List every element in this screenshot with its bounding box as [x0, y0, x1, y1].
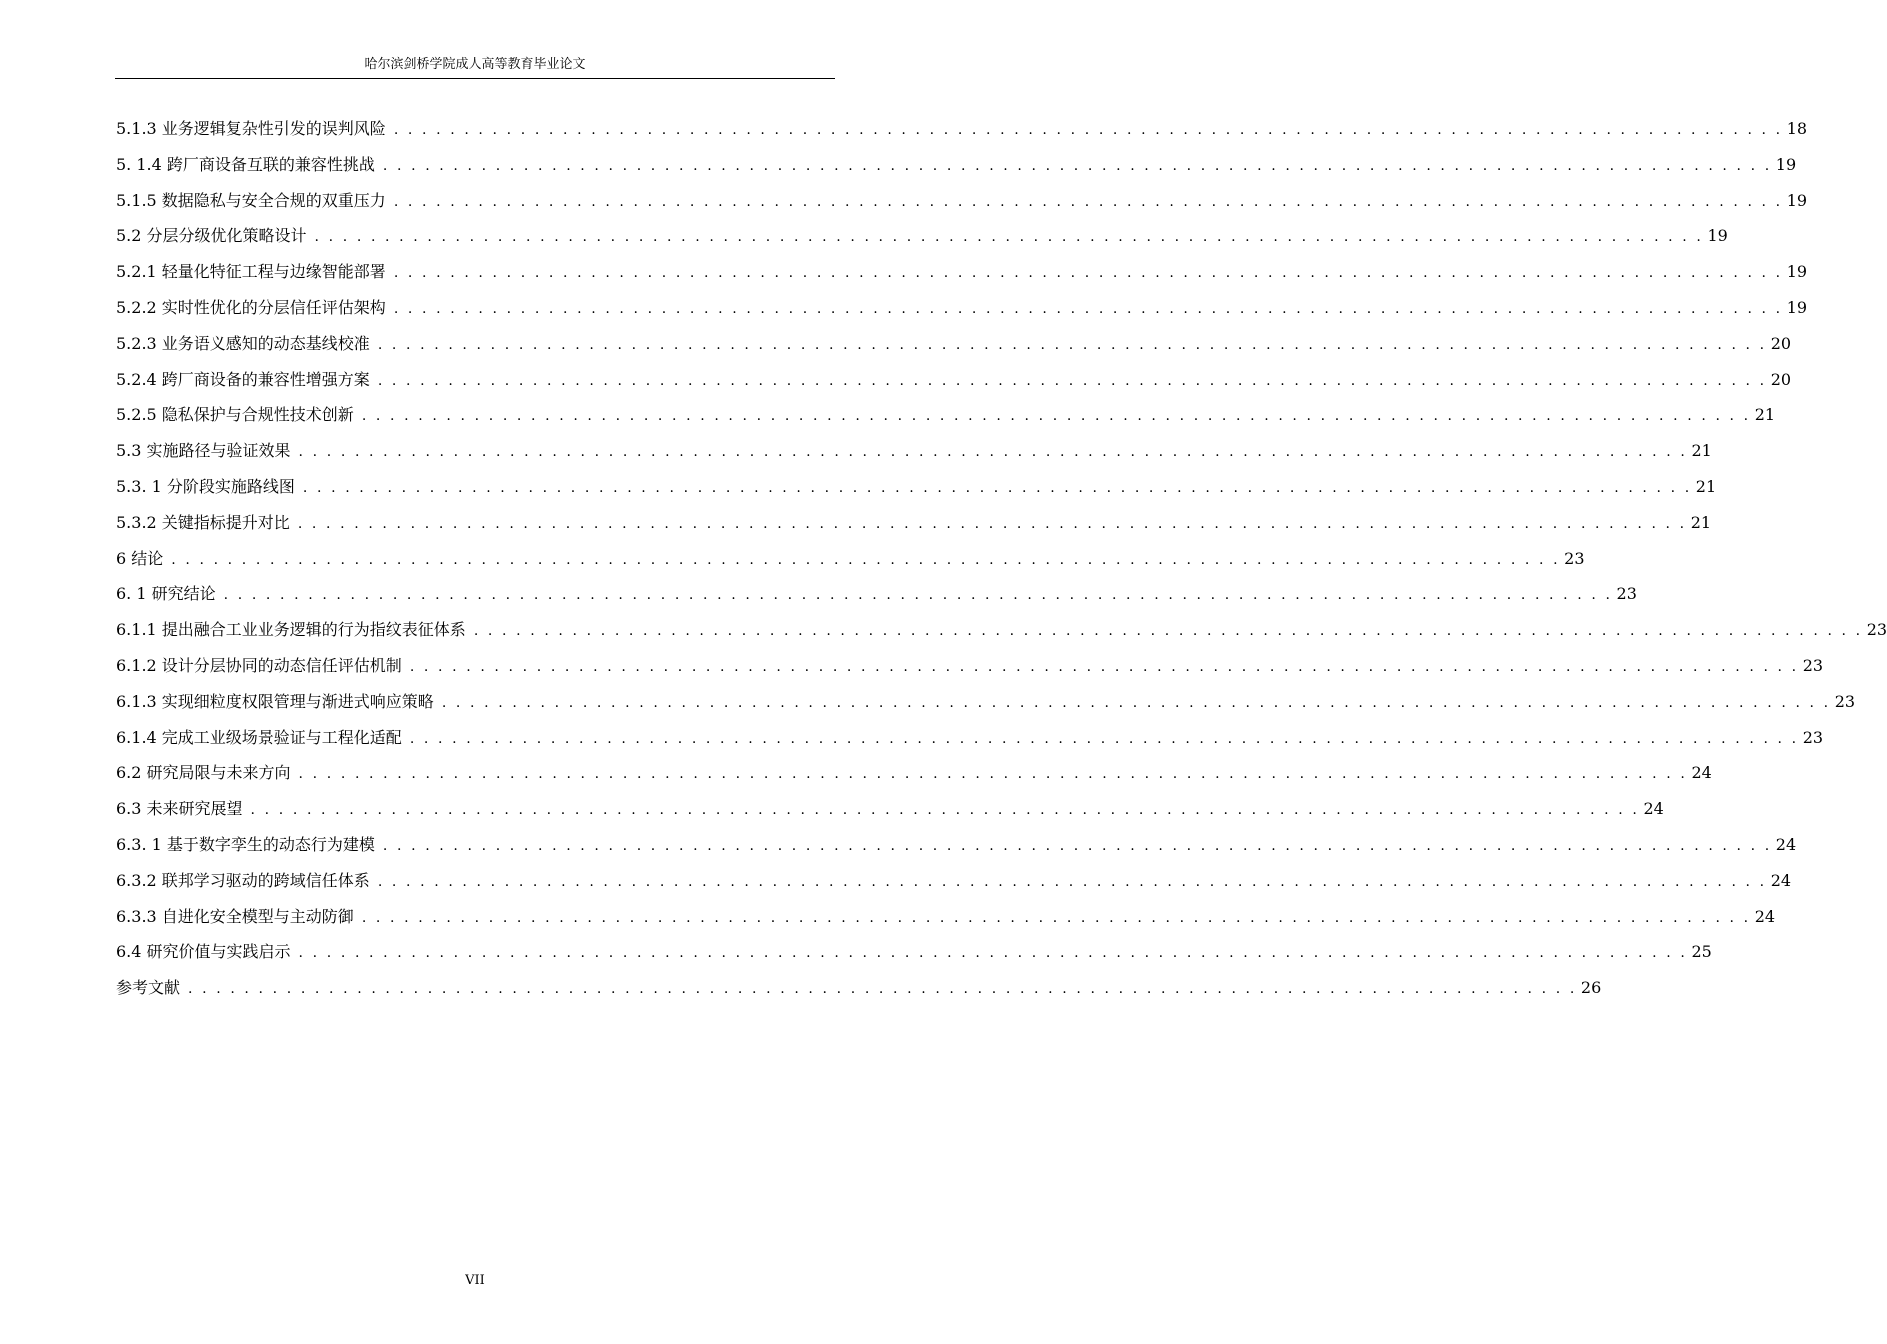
toc-entry-title: 5.2.5 隐私保护与合规性技术创新: [116, 405, 354, 425]
toc-entry[interactable]: [116, 111, 1808, 147]
toc-entry-page: 24: [1775, 834, 1797, 854]
toc-entry-page: 24: [1770, 870, 1792, 890]
toc-entry-title: 5.3. 1 分阶段实施路线图: [116, 476, 295, 496]
toc-entry-title: 5.1.5 数据隐私与安全合规的双重压力: [116, 190, 386, 210]
toc-entry[interactable]: [116, 576, 1637, 612]
toc-entry[interactable]: [116, 970, 1602, 1006]
toc-entry-page: 19: [1775, 154, 1797, 174]
toc-dot-leader: . . . . . . . . . . . . . . . . . . . . . . . . . . . . . . . . . . . . . . . . . . . . . . . . . . . . . . . . . . . . . . . . . . . . . . . . . . . . . . . . . . . . . . . . . . . . . . . . . . .: [377, 336, 1767, 353]
toc-entry-title: 5.2.2 实时性优化的分层信任评估架构: [116, 297, 386, 317]
toc-dot-leader: . . . . . . . . . . . . . . . . . . . . . . . . . . . . . . . . . . . . . . . . . . . . . . . . . . . . . . . . . . . . . . . . . . . . . . . . . . . . . . . . . . . . . . . . . . . . . . . . . . .: [223, 587, 1613, 604]
toc-entry-title: 5.2.4 跨厂商设备的兼容性增强方案: [116, 369, 370, 389]
toc-entry-page: 20: [1770, 369, 1792, 389]
toc-entry[interactable]: [116, 648, 1824, 684]
toc-entry-page: 18: [1786, 119, 1808, 138]
toc-entry-page: 23: [1834, 691, 1856, 711]
toc-entry-title: 6.3. 1 基于数字孪生的动态行为建模: [116, 834, 375, 854]
toc-entry[interactable]: [116, 218, 1728, 254]
toc-entry[interactable]: [116, 254, 1808, 290]
toc-entry-page: 19: [1786, 190, 1808, 210]
toc-dot-leader: . . . . . . . . . . . . . . . . . . . . . . . . . . . . . . . . . . . . . . . . . . . . . . . . . . . . . . . . . . . . . . . . . . . . . . . . . . . . . . . . . . . . . . . . . . . . . . . . . . .: [297, 515, 1687, 532]
toc-entry[interactable]: [116, 397, 1776, 433]
toc-entry-page: 19: [1786, 262, 1808, 282]
toc-entry[interactable]: [116, 684, 1856, 720]
toc-entry-title: 5.3.2 关键指标提升对比: [116, 512, 290, 532]
toc-entry[interactable]: [116, 827, 1797, 863]
toc-dot-leader: . . . . . . . . . . . . . . . . . . . . . . . . . . . . . . . . . . . . . . . . . . . . . . . . . . . . . . . . . . . . . . . . . . . . . . . . . . . . . . . . . . . . . . . . . . . . . . . . . . .: [393, 193, 1783, 210]
toc-entry[interactable]: [116, 899, 1776, 935]
toc-entry-page: 23: [1866, 620, 1887, 640]
toc-entry[interactable]: [116, 755, 1712, 791]
toc-entry-page: 23: [1564, 548, 1585, 568]
toc-entry[interactable]: [116, 612, 1887, 648]
toc-dot-leader: . . . . . . . . . . . . . . . . . . . . . . . . . . . . . . . . . . . . . . . . . . . . . . . . . . . . . . . . . . . . . . . . . . . . . . . . . . . . . . . . . . . . . . . . . . . . . . . . . . .: [409, 730, 1799, 747]
toc-entry[interactable]: [116, 505, 1712, 541]
toc-entry-page: 21: [1691, 441, 1712, 461]
toc-entry-page: 24: [1643, 799, 1664, 819]
toc-entry[interactable]: [116, 863, 1792, 899]
toc-entry-title: 6.3 未来研究展望: [116, 799, 243, 819]
toc-entry-title: 6.3.3 自进化安全模型与主动防御: [116, 906, 354, 926]
toc-dot-leader: . . . . . . . . . . . . . . . . . . . . . . . . . . . . . . . . . . . . . . . . . . . . . . . . . . . . . . . . . . . . . . . . . . . . . . . . . . . . . . . . . . . . . . . . . . . . . . . . . . .: [393, 300, 1783, 317]
toc-entry[interactable]: [116, 433, 1712, 469]
header-rule: [115, 78, 835, 79]
toc-entry[interactable]: [116, 541, 1585, 577]
page-number: VII: [465, 1273, 485, 1288]
toc-entry-page: 20: [1770, 333, 1792, 353]
table-of-contents: [116, 111, 1887, 1006]
toc-entry-title: 6.1.2 设计分层协同的动态信任评估机制: [116, 655, 402, 675]
toc-entry[interactable]: [116, 147, 1797, 183]
toc-dot-leader: . . . . . . . . . . . . . . . . . . . . . . . . . . . . . . . . . . . . . . . . . . . . . . . . . . . . . . . . . . . . . . . . . . . . . . . . . . . . . . . . . . . . . . . . . . . . . . . . . . .: [298, 945, 1688, 962]
toc-entry-title: 6 结论: [116, 548, 164, 568]
toc-dot-leader: . . . . . . . . . . . . . . . . . . . . . . . . . . . . . . . . . . . . . . . . . . . . . . . . . . . . . . . . . . . . . . . . . . . . . . . . . . . . . . . . . . . . . . . . . . . . . . . . . . .: [382, 157, 1772, 174]
toc-entry-page: 24: [1754, 906, 1776, 926]
toc-dot-leader: . . . . . . . . . . . . . . . . . . . . . . . . . . . . . . . . . . . . . . . . . . . . . . . . . . . . . . . . . . . . . . . . . . . . . . . . . . . . . . . . . . . . . . . . . . . . . . . . . . .: [298, 444, 1688, 461]
toc-dot-leader: . . . . . . . . . . . . . . . . . . . . . . . . . . . . . . . . . . . . . . . . . . . . . . . . . . . . . . . . . . . . . . . . . . . . . . . . . . . . . . . . . . . . . . . . . . . . . . . . . . .: [409, 658, 1799, 675]
toc-entry-title: 参考文献: [116, 978, 181, 998]
toc-dot-leader: . . . . . . . . . . . . . . . . . . . . . . . . . . . . . . . . . . . . . . . . . . . . . . . . . . . . . . . . . . . . . . . . . . . . . . . . . . . . . . . . . . . . . . . . . . . . . . . . . . .: [314, 229, 1704, 246]
toc-entry-title: 6.3.2 联邦学习驱动的跨域信任体系: [116, 870, 370, 890]
toc-entry-page: 26: [1580, 978, 1602, 998]
toc-entry[interactable]: [116, 469, 1717, 505]
toc-entry-page: 19: [1707, 226, 1728, 246]
toc-entry-page: 21: [1695, 476, 1717, 496]
toc-entry-page: 21: [1754, 405, 1776, 425]
toc-entry-page: 19: [1786, 297, 1808, 317]
toc-entry-page: 23: [1802, 727, 1824, 747]
toc-entry[interactable]: [116, 720, 1824, 756]
toc-entry[interactable]: [116, 362, 1792, 398]
toc-dot-leader: . . . . . . . . . . . . . . . . . . . . . . . . . . . . . . . . . . . . . . . . . . . . . . . . . . . . . . . . . . . . . . . . . . . . . . . . . . . . . . . . . . . . . . . . . . . . . . . . . . .: [361, 909, 1751, 926]
toc-entry[interactable]: [116, 934, 1712, 970]
toc-dot-leader: . . . . . . . . . . . . . . . . . . . . . . . . . . . . . . . . . . . . . . . . . . . . . . . . . . . . . . . . . . . . . . . . . . . . . . . . . . . . . . . . . . . . . . . . . . . . . . . . . . .: [298, 766, 1688, 783]
toc-entry-page: 23: [1616, 584, 1637, 604]
toc-entry-title: 6.1.4 完成工业级场景验证与工程化适配: [116, 727, 402, 747]
toc-entry-title: 5.2.3 业务语义感知的动态基线校准: [116, 333, 370, 353]
toc-entry-title: 5.2.1 轻量化特征工程与边缘智能部署: [116, 262, 386, 282]
toc-dot-leader: . . . . . . . . . . . . . . . . . . . . . . . . . . . . . . . . . . . . . . . . . . . . . . . . . . . . . . . . . . . . . . . . . . . . . . . . . . . . . . . . . . . . . . . . . . . . . . . . . . .: [382, 837, 1772, 854]
toc-entry[interactable]: [116, 290, 1808, 326]
toc-entry-title: 5. 1.4 跨厂商设备互联的兼容性挑战: [116, 154, 375, 174]
toc-entry[interactable]: [116, 791, 1664, 827]
toc-entry-page: 25: [1691, 942, 1712, 962]
toc-entry-title: 6.1.3 实现细粒度权限管理与渐进式响应策略: [116, 691, 434, 711]
toc-entry-title: 5.3 实施路径与验证效果: [116, 441, 291, 461]
toc-entry-page: 21: [1690, 512, 1712, 532]
toc-entry-title: 6.4 研究价值与实践启示: [116, 942, 291, 962]
toc-dot-leader: . . . . . . . . . . . . . . . . . . . . . . . . . . . . . . . . . . . . . . . . . . . . . . . . . . . . . . . . . . . . . . . . . . . . . . . . . . . . . . . . . . . . . . . . . . . . . . . . . . .: [393, 122, 1783, 138]
toc-dot-leader: . . . . . . . . . . . . . . . . . . . . . . . . . . . . . . . . . . . . . . . . . . . . . . . . . . . . . . . . . . . . . . . . . . . . . . . . . . . . . . . . . . . . . . . . . . . . . . . . . . .: [393, 265, 1783, 282]
toc-entry-title: 5.2 分层分级优化策略设计: [116, 226, 307, 246]
toc-dot-leader: . . . . . . . . . . . . . . . . . . . . . . . . . . . . . . . . . . . . . . . . . . . . . . . . . . . . . . . . . . . . . . . . . . . . . . . . . . . . . . . . . . . . . . . . . . . . . . . . . . .: [441, 694, 1831, 711]
toc-dot-leader: . . . . . . . . . . . . . . . . . . . . . . . . . . . . . . . . . . . . . . . . . . . . . . . . . . . . . . . . . . . . . . . . . . . . . . . . . . . . . . . . . . . . . . . . . . . . . . . . . . .: [377, 873, 1767, 890]
toc-entry-title: 6. 1 研究结论: [116, 584, 216, 604]
toc-dot-leader: . . . . . . . . . . . . . . . . . . . . . . . . . . . . . . . . . . . . . . . . . . . . . . . . . . . . . . . . . . . . . . . . . . . . . . . . . . . . . . . . . . . . . . . . . . . . . . . . . . .: [473, 623, 1863, 640]
toc-entry-title: 5.1.3 业务逻辑复杂性引发的误判风险: [116, 119, 386, 138]
toc-entry-page: 24: [1691, 763, 1712, 783]
toc-entry[interactable]: [116, 326, 1792, 362]
toc-entry-title: 6.1.1 提出融合工业业务逻辑的行为指纹表征体系: [116, 620, 466, 640]
toc-dot-leader: . . . . . . . . . . . . . . . . . . . . . . . . . . . . . . . . . . . . . . . . . . . . . . . . . . . . . . . . . . . . . . . . . . . . . . . . . . . . . . . . . . . . . . . . . . . . . . . . . . .: [302, 479, 1692, 496]
toc-entry-title: 6.2 研究局限与未来方向: [116, 763, 291, 783]
page-header: 哈尔滨剑桥学院成人高等教育毕业论文: [364, 57, 586, 72]
toc-dot-leader: . . . . . . . . . . . . . . . . . . . . . . . . . . . . . . . . . . . . . . . . . . . . . . . . . . . . . . . . . . . . . . . . . . . . . . . . . . . . . . . . . . . . . . . . . . . . . . . . . . .: [377, 372, 1767, 389]
toc-entry[interactable]: [116, 183, 1808, 219]
toc-entry-page: 23: [1802, 655, 1824, 675]
toc-dot-leader: . . . . . . . . . . . . . . . . . . . . . . . . . . . . . . . . . . . . . . . . . . . . . . . . . . . . . . . . . . . . . . . . . . . . . . . . . . . . . . . . . . . . . . . . . . . . . . . . . . .: [250, 802, 1640, 819]
toc-dot-leader: . . . . . . . . . . . . . . . . . . . . . . . . . . . . . . . . . . . . . . . . . . . . . . . . . . . . . . . . . . . . . . . . . . . . . . . . . . . . . . . . . . . . . . . . . . . . . . . . . . .: [188, 981, 1577, 998]
toc-dot-leader: . . . . . . . . . . . . . . . . . . . . . . . . . . . . . . . . . . . . . . . . . . . . . . . . . . . . . . . . . . . . . . . . . . . . . . . . . . . . . . . . . . . . . . . . . . . . . . . . . . .: [361, 408, 1751, 425]
toc-dot-leader: . . . . . . . . . . . . . . . . . . . . . . . . . . . . . . . . . . . . . . . . . . . . . . . . . . . . . . . . . . . . . . . . . . . . . . . . . . . . . . . . . . . . . . . . . . . . . . . . . . .: [171, 551, 1561, 568]
